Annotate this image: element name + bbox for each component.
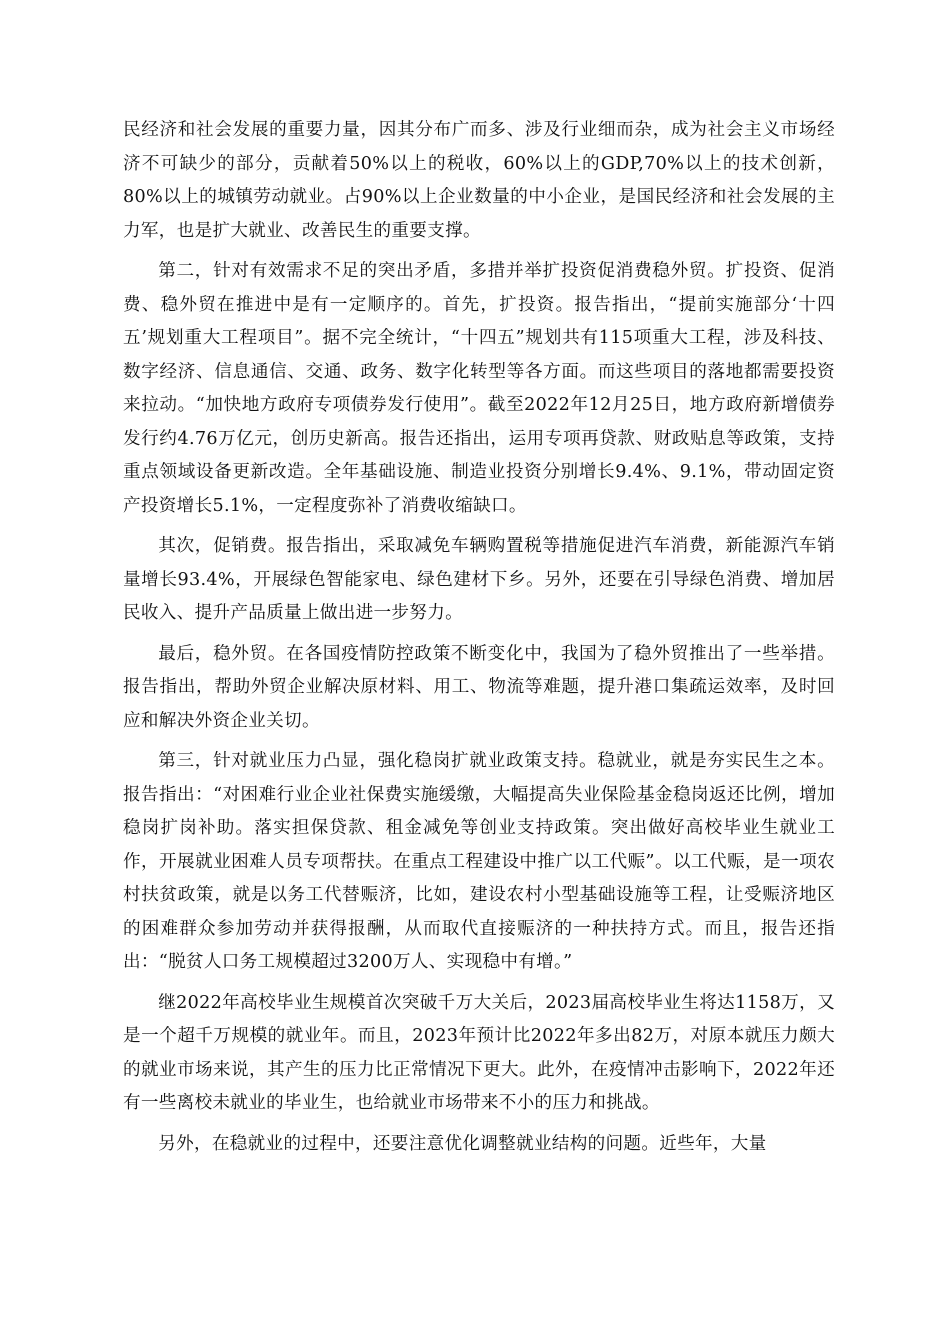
paragraph-3: 其次，促销费。报告指出，采取减免车辆购置税等措施促进汽车消费，新能源汽车销量增长93.4%，开展绿色智能家电、绿色建材下乡。另外，还要在引导绿色消费、增加居民收入、提升产品质量上做出进一步努力。 [123,536,835,623]
paragraph-1: 民经济和社会发展的重要力量，因其分布广而多、涉及行业细而杂，成为社会主义市场经济不可缺少的部分，贡献着50%以上的税收，60%以上的GDP,70%以上的技术创新，80%以上的城镇劳动就业。占90%以上企业数量的中小企业，是国民经济和社会发展的主力军，也是扩大就业、改善民生的重要支撑。 [123,120,835,241]
paragraph-5: 第三，针对就业压力凸显，强化稳岗扩就业政策支持。稳就业，就是夯实民生之本。报告指出：“对困难行业企业社保费实施缓缴，大幅提高失业保险基金稳岗返还比例，增加稳岗扩岗补助。落实担保贷款、租金减免等创业支持政策。突出做好高校毕业生就业工作，开展就业困难人员专项帮扶。在重点工程建设中推广以工代赈”。以工代赈，是一项农村扶贫政策，就是以务工代替赈济，比如，建设农村小型基础设施等工程，让受赈济地区的困难群众参加劳动并获得报酬，从而取代直接赈济的一种扶持方式。而且，报告还指出：“脱贫人口务工规模超过3200万人、实现稳中有增。” [123,751,835,972]
paragraph-7: 另外，在稳就业的过程中，还要注意优化调整就业结构的问题。近些年，大量 [158,1133,767,1154]
paragraph-2: 第二，针对有效需求不足的突出矛盾，多措并举扩投资促消费稳外贸。扩投资、促消费、稳外贸在推进中是有一定顺序的。首先，扩投资。报告指出，“提前实施部分‘十四五’规划重大工程项目”。据不完全统计，“十四五”规划共有115项重大工程，涉及科技、数字经济、信息通信、交通、政务、数字化转型等各方面。而这些项目的落地都需要投资来拉动。“加快地方政府专项债券发行使用”。截至2022年12月25日，地方政府新增债券发行约4.76万亿元，创历史新高。报告还指出，运用专项再贷款、财政贴息等政策，支持重点领域设备更新改造。全年基础设施、制造业投资分别增长9.4%、9.1%，带动固定资产投资增长5.1%，一定程度弥补了消费收缩缺口。 [123,261,835,516]
paragraph-6: 继2022年高校毕业生规模首次突破千万大关后，2023届高校毕业生将达1158万，又是一个超千万规模的就业年。而且，2023年预计比2022年多出82万，对原本就压力颇大的就业市场来说，其产生的压力比正常情况下更大。此外，在疫情冲击影响下，2022年还有一些离校未就业的毕业生，也给就业市场带来不小的压力和挑战。 [123,992,836,1113]
document-body [123,114,835,1168]
paragraph-4: 最后，稳外贸。在各国疫情防控政策不断变化中，我国为了稳外贸推出了一些举措。报告指出，帮助外贸企业解决原材料、用工、物流等难题，提升港口集疏运效率，及时回应和解决外资企业关切。 [123,643,835,731]
